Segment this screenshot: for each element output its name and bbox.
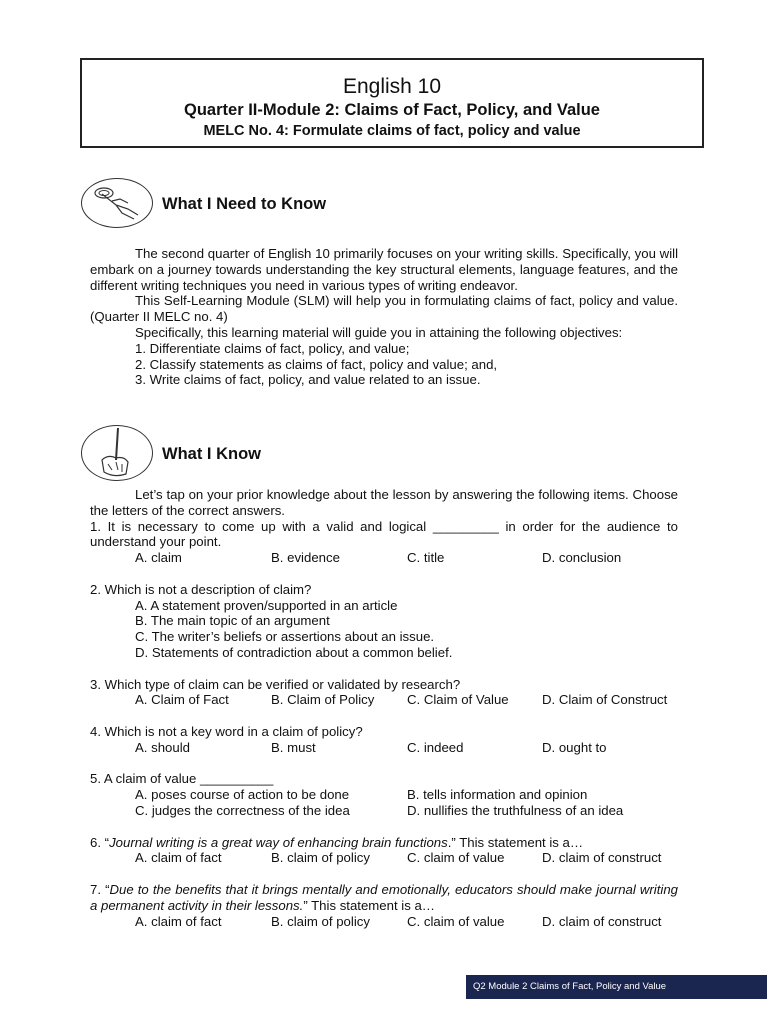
- options-row: [90, 692, 678, 708]
- options-row: [90, 740, 678, 756]
- option: B. claim of policy: [271, 850, 370, 866]
- pointing-hand-icon: [81, 178, 153, 228]
- option: B. tells information and opinion: [407, 787, 588, 803]
- option: A. claim: [135, 550, 182, 566]
- question-2: 2. Which is not a description of claim?: [90, 581, 312, 597]
- options-row: [90, 914, 678, 930]
- option: C. indeed: [407, 739, 464, 755]
- paragraph: The second quarter of English 10 primarily focuses on your writing skills. Specifically, you will embark on a journey towards understanding the key structural elements, language features, and the different writing techniques you need in various types of writing endeavor.: [90, 246, 678, 293]
- question-1: 1. It is necessary to come up with a valid and logical _________ in order for the audience to understand your point.: [90, 518, 678, 550]
- option: D. claim of construct: [542, 850, 662, 866]
- paragraph: This Self-Learning Module (SLM) will help you in formulating claims of fact, policy and value. (Quarter II MELC no. 4): [90, 293, 678, 325]
- option: C. The writer’s beliefs or assertions about an issue.: [135, 629, 435, 645]
- options-row: [90, 787, 678, 803]
- options-row: [90, 803, 678, 819]
- option: A. Claim of Fact: [135, 692, 229, 708]
- option: D. Statements of contradiction about a common belief.: [135, 644, 453, 660]
- question-4: 4. Which is not a key word in a claim of policy?: [90, 723, 363, 739]
- quoted-statement: Due to the benefits that it brings mentally and emotionally, educators should make journal writing a permanent activity in their lessons.: [90, 881, 678, 913]
- hand-with-pen-icon: [81, 425, 153, 481]
- quiz-body: [90, 487, 678, 929]
- question-7: 7. “Due to the benefits that it brings mentally and emotionally, educators should make journal writing a permanent activity in their lessons.” This statement is a…: [90, 881, 678, 913]
- option: C. claim of value: [407, 850, 505, 866]
- section-heading-what-i-need-to-know: What I Need to Know: [162, 195, 327, 213]
- question-5: 5. A claim of value __________: [90, 771, 274, 787]
- option: B. Claim of Policy: [271, 692, 375, 708]
- quiz-intro: Let’s tap on your prior knowledge about the lesson by answering the following items. Choose the letters of the correct answers.: [90, 487, 678, 518]
- option: B. evidence: [271, 550, 340, 566]
- option: A. A statement proven/supported in an article: [135, 597, 398, 613]
- question-3: 3. Which type of claim can be verified or validated by research?: [90, 676, 461, 692]
- option: D. nullifies the truthfulness of an idea: [407, 802, 624, 818]
- option: A. claim of fact: [135, 850, 222, 866]
- options-row: [90, 550, 678, 566]
- option: A. should: [135, 739, 190, 755]
- options-row: [90, 850, 678, 866]
- section-heading-what-i-know: What I Know: [162, 445, 261, 463]
- objective-item: 1. Differentiate claims of fact, policy, and value;: [135, 340, 410, 356]
- option: D. ought to: [542, 739, 607, 755]
- melc-subtitle: MELC No. 4: Formulate claims of fact, policy and value: [203, 123, 581, 139]
- option: C. title: [407, 550, 445, 566]
- section1-body: [90, 246, 678, 388]
- title-box: [80, 58, 704, 148]
- option: D. claim of construct: [542, 913, 662, 929]
- footer-banner: Q2 Module 2 Claims of Fact, Policy and Value: [466, 975, 767, 999]
- option: B. claim of policy: [271, 913, 370, 929]
- option: A. claim of fact: [135, 913, 222, 929]
- option: B. The main topic of an argument: [135, 613, 330, 629]
- document-title: English 10: [342, 75, 442, 98]
- quoted-statement: Journal writing is a great way of enhancing brain functions: [109, 834, 448, 850]
- paragraph: Specifically, this learning material will guide you in attaining the following objectives:: [135, 324, 623, 340]
- option: C. Claim of Value: [407, 692, 509, 708]
- option: D. conclusion: [542, 550, 622, 566]
- option: C. judges the correctness of the idea: [135, 802, 350, 818]
- option: C. claim of value: [407, 913, 505, 929]
- option: A. poses course of action to be done: [135, 787, 350, 803]
- objective-item: 2. Classify statements as claims of fact, policy and value; and,: [135, 356, 498, 372]
- option: B. must: [271, 739, 316, 755]
- objective-item: 3. Write claims of fact, policy, and value related to an issue.: [135, 372, 481, 388]
- question-6: 6. “Journal writing is a great way of enhancing brain functions.” This statement is a…: [90, 834, 584, 850]
- module-title: Quarter II-Module 2: Claims of Fact, Policy, and Value: [184, 101, 600, 119]
- option: D. Claim of Construct: [542, 692, 668, 708]
